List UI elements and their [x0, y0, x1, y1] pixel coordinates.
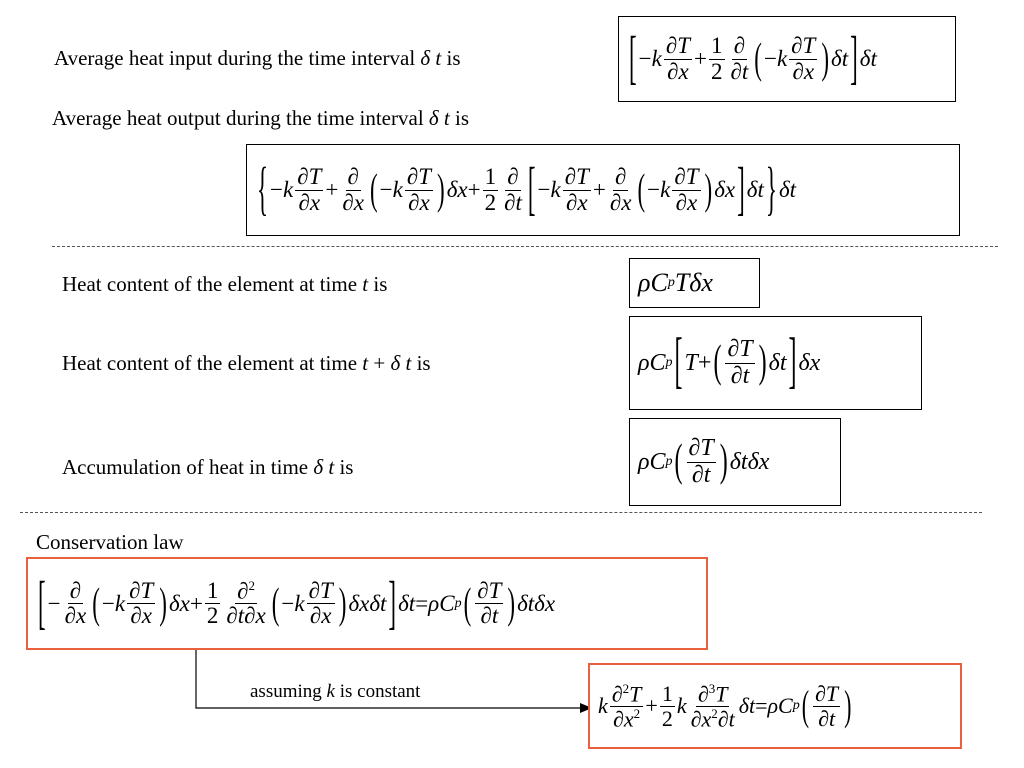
heat-content-t-label-pre: Heat content of the element at time: [62, 272, 363, 296]
heat-input-label-var: δ t: [420, 46, 442, 70]
heat-content-tdt-label-post: is: [411, 351, 431, 375]
heat-input-equation: [ − k $\frac{\partial T}{\partial x}$ + $\frac{1}{2}$ $\frac{\partial}{\partial t}$ ( − k $\frac{\partial T}{\partial x}$ ) δt ] δt: [618, 16, 956, 102]
conservation-title: Conservation law: [36, 530, 184, 554]
heat-content-tdt-label-var2: δ t: [390, 351, 412, 375]
assumption-label-pre: assuming: [250, 681, 327, 702]
heat-content-t-equation: ρC p Tδx: [629, 258, 760, 308]
accumulation-label-post: is: [334, 455, 354, 479]
conservation-equation: [ − $\frac{\partial}{\partial x}$ ( − k $\frac{\partial T}{\partial x}$ ) δx + $\frac{1}{2}$ $\frac{\partial^2}{\partial t\partial x}$ ( − k $\frac{\partial T}{\partial x}$ ) δxδt ] δt = ρC p ( $\frac{\partial T}{\partial t}$ ) δtδx: [26, 557, 708, 650]
heat-output-label-pre: Average heat output during the time interval: [52, 106, 429, 130]
assumption-label-var: k: [326, 681, 335, 702]
heat-output-label-var: δ t: [428, 106, 450, 130]
heat-input-label-post: is: [441, 46, 461, 70]
heat-content-tdt-label-var: t: [362, 351, 369, 375]
assumption-label-post: is constant: [334, 681, 421, 702]
accumulation-label-pre: Accumulation of heat in time: [62, 455, 314, 479]
accumulation-label-var: δ t: [313, 455, 335, 479]
heat-content-t-label-var: t: [362, 272, 369, 296]
heat-input-label-pre: Average heat input during the time interval: [54, 46, 421, 70]
heat-output-label-post: is: [449, 106, 470, 130]
heat-content-tdt-label-pre: Heat content of the element at time: [62, 351, 363, 375]
assumption-label: [250, 681, 420, 704]
heat-content-tdt-label-mid: +: [368, 351, 391, 375]
accumulation-equation: ρC p ( $\frac{\partial T}{\partial t}$ ) δtδx: [629, 418, 841, 506]
heat-content-tdt-equation: ρC p [ T + ( $\frac{\partial T}{\partial t}$ ) δt ] δx: [629, 316, 922, 410]
simplified-equation: k $\frac{\partial^2T}{\partial x^2}$ + $\frac{1}{2}$ k $\frac{\partial^3T}{\partial x^2\partial t}$ δt = ρC p ( $\frac{\partial T}{\partial t}$ ): [588, 663, 962, 749]
heat-content-t-label-post: is: [368, 272, 388, 296]
heat-output-equation: { − k $\frac{\partial T}{\partial x}$ + $\frac{\partial}{\partial x}$ ( − k $\frac{\partial T}{\partial x}$ ) δx + $\frac{1}{2}$ $\frac{\partial}{\partial t}$ [ − k $\frac{\partial T}{\partial x}$ + $\frac{\partial}{\partial x}$ ( − k $\frac{\partial T}{\partial x}$ ) δx ] δt } δt: [246, 144, 960, 236]
